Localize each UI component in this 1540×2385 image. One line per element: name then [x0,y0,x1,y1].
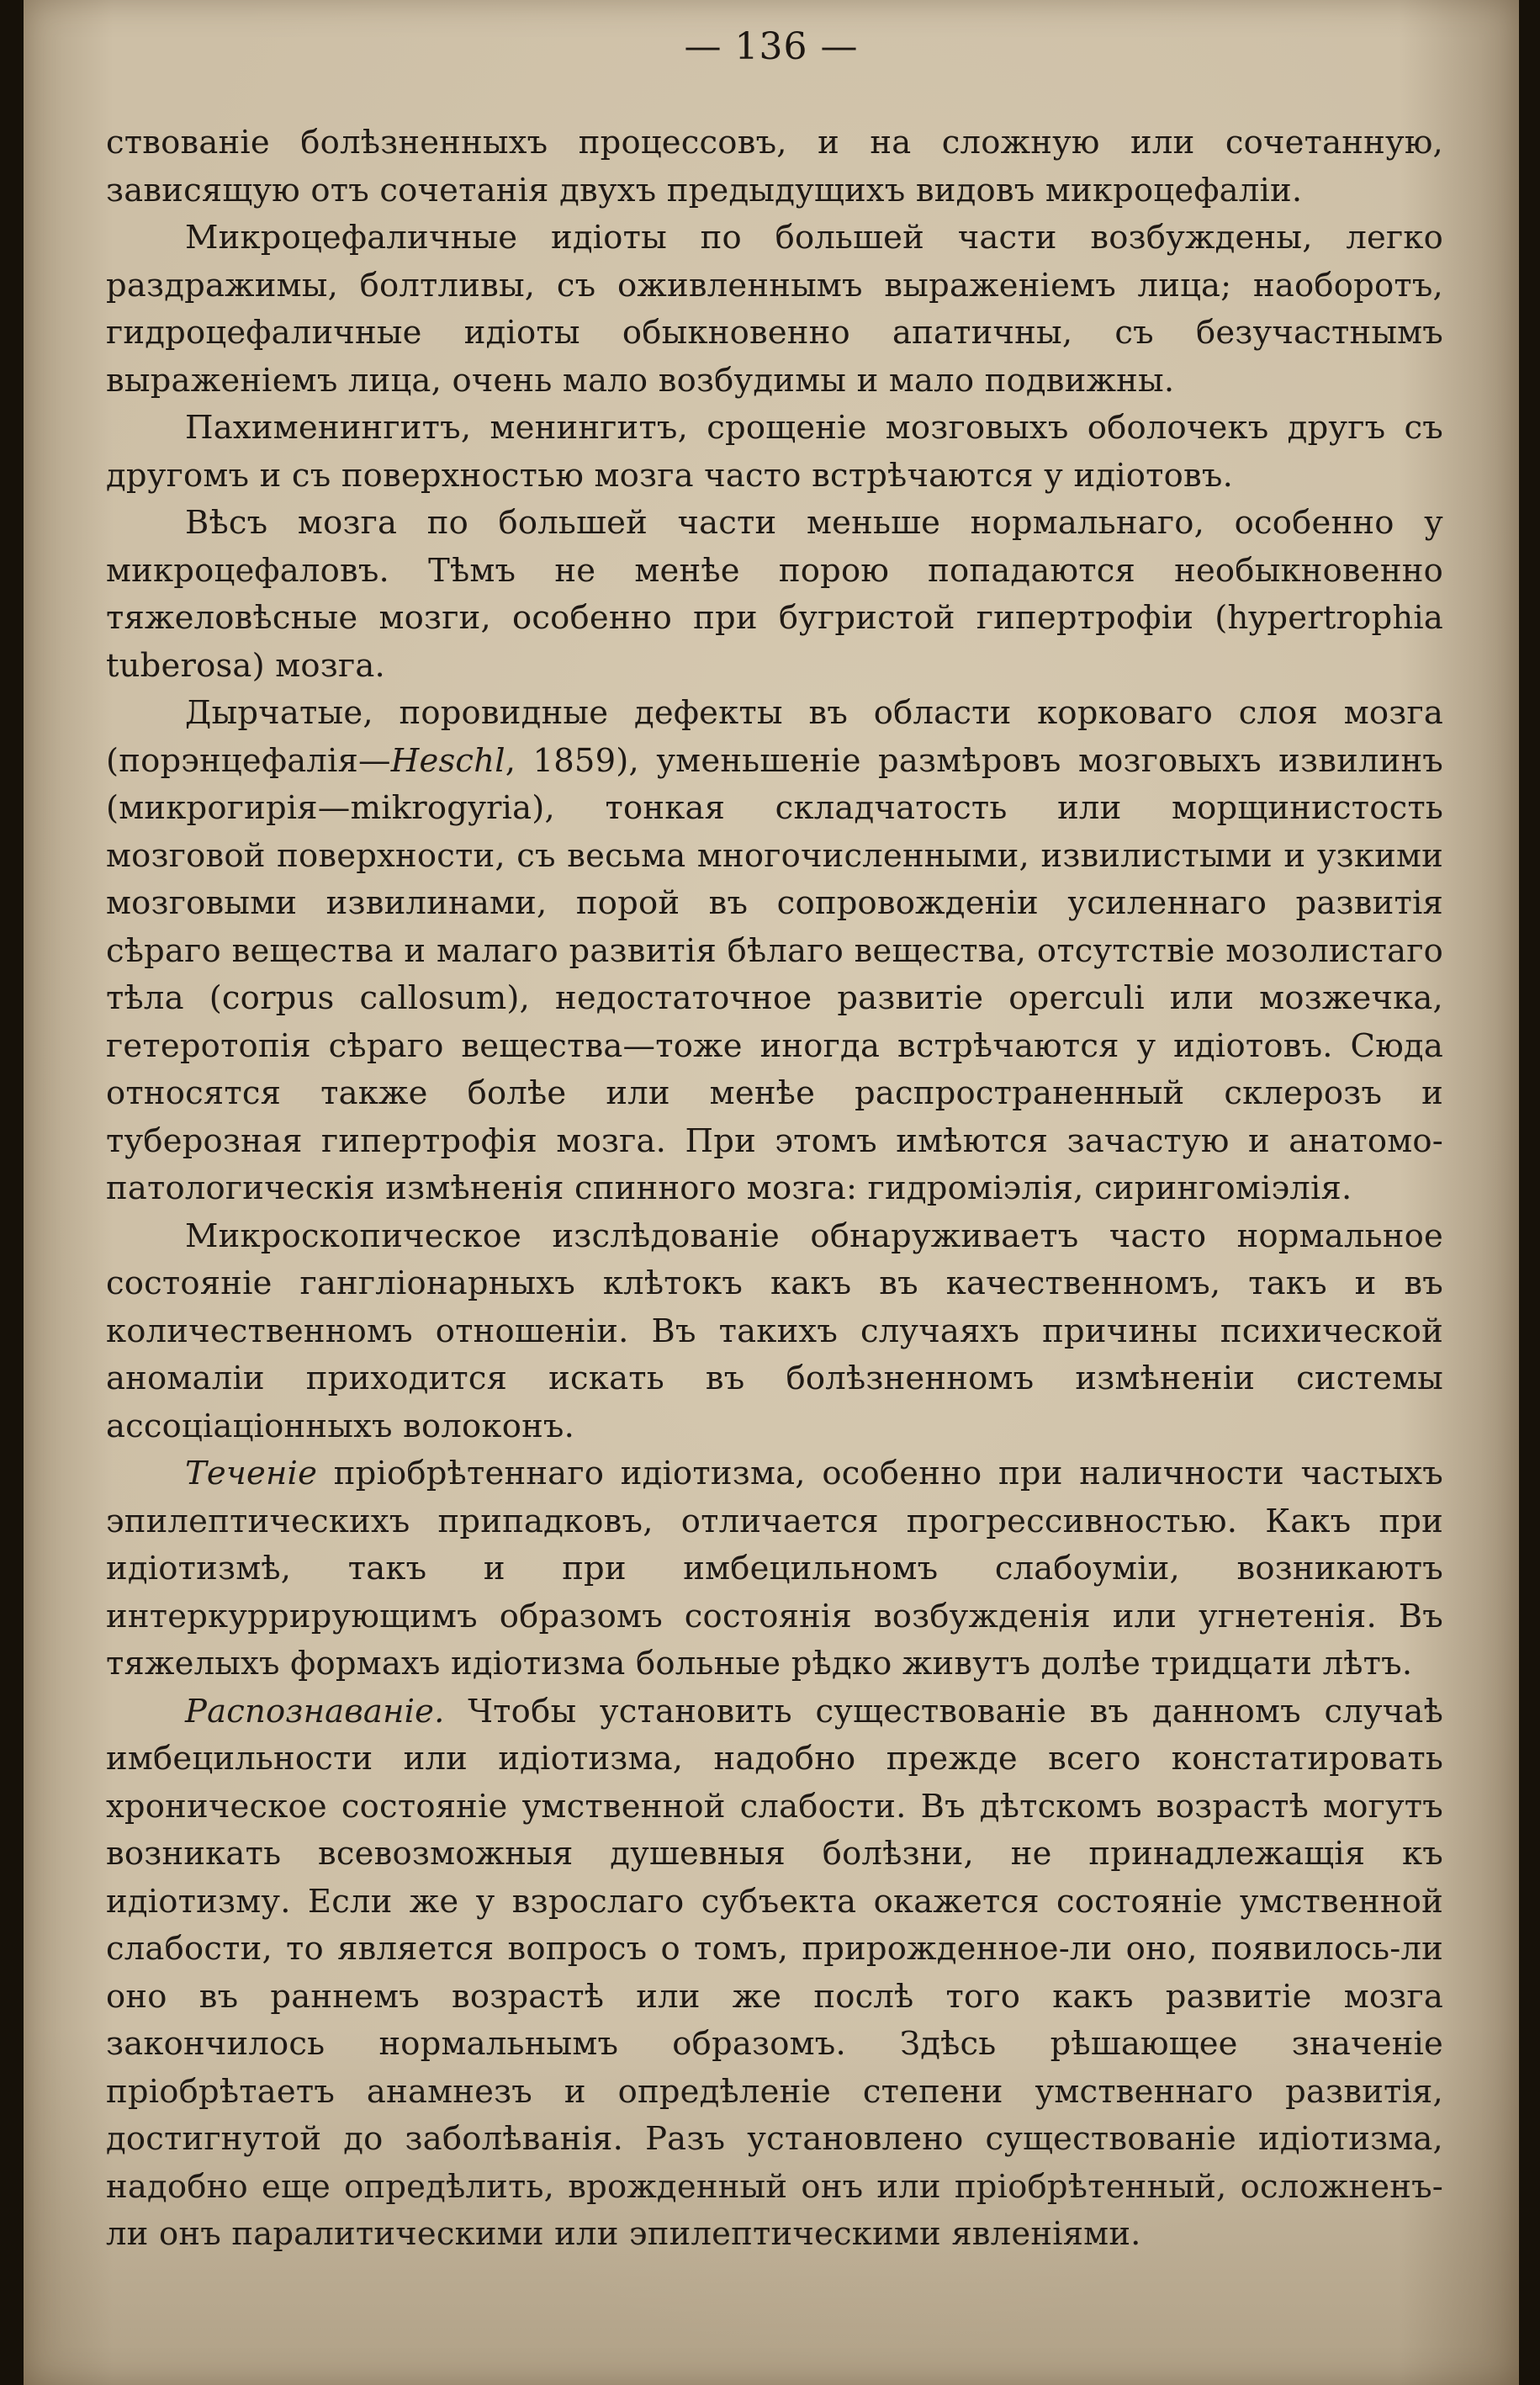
book-page [24,0,1519,2385]
section-heading-diagnosis: Распознаваніе. [185,1692,445,1730]
paragraph-1: ствованіе болѣзненныхъ процессовъ, и на сложную или сочетанную, зависящую отъ сочетанія двухъ предыдущихъ видовъ микроцефаліи. [106,124,1443,209]
author-name-heschl: Heschl [390,741,505,780]
paragraph-5-rest: , 1859), уменьшеніе размѣровъ мозговыхъ извилинъ (микрогирія—mikrogyria), тонкая складчатость или морщинистость мозговой поверхности, съ весьма многочисленными, извилистыми и узкими мозговыми извилинами, порой въ сопровожденіи усиленнаго развитія сѣраго вещества и малаго развитія бѣлаго вещества, отсутствіе мозолистаго тѣла (corpus callosum), недостаточное развитіе operculi или мозжечка, гетеротопія сѣраго вещества—тоже иногда встрѣчаются у идіотовъ. Сюда относятся также болѣе или менѣе распространенный склерозъ и туберозная гипертрофія мозга. При этомъ имѣются зачастую и анатомо-патологическія измѣненія спинного мозга: гидроміэлія, сирингоміэлія. [106,741,1443,1207]
paragraph-2: Микроцефаличные идіоты по большей части возбуждены, легко раздражимы, болтливы, съ оживленнымъ выраженіемъ лица; наоборотъ, гидроцефаличные идіоты обыкновенно апатичны, съ безучастнымъ выраженіемъ лица, очень мало возбудимы и мало подвижны. [106,219,1443,400]
paragraph-7 [106,1450,1443,1688]
paragraph-7-rest: пріобрѣтеннаго идіотизма, особенно при наличности частыхъ эпилептическихъ припадковъ, отличается прогрессивностью. Какъ при идіотизмѣ, такъ и при имбецильномъ слабоуміи, возникаютъ интеркуррирующимъ образомъ состоянія возбужденія или угнетенія. Въ тяжелыхъ формахъ идіотизма больные рѣдко живутъ долѣе тридцати лѣтъ. [106,1455,1443,1683]
paragraph-5-start: Дырчатые, поровидные дефекты въ области корковаго слоя мозга (порэнцефалія— [106,694,1443,780]
paragraph-8-rest: Чтобы установить существованіе въ данномъ случаѣ имбецильности или идіотизма, надобно прежде всего констатировать хроническое состояніе умственной слабости. Въ дѣтскомъ возрастѣ могутъ возникать всевозможныя душевныя болѣзни, не принадлежащія къ идіотизму. Если же у взрослаго субъекта окажется состояніе умственной слабости, то является вопросъ о томъ, прирожденное-ли оно, появилось-ли оно въ раннемъ возрастѣ или же послѣ того какъ развитіе мозга закончилось нормальнымъ образомъ. Здѣсь рѣшающее значеніе пріобрѣтаетъ анамнезъ и опредѣленіе степени умственнаго развитія, достигнутой до заболѣванія. Разъ установлено существованіе идіотизма, надобно еще опредѣлить, врожденный онъ или пріобрѣтенный, осложненъ-ли онъ паралитическими или эпилептическими явленіями. [106,1692,1443,2253]
section-heading-course: Теченіе [185,1455,318,1492]
paragraph-6: Микроскопическое изслѣдованіе обнаруживаетъ часто нормальное состояніе гангліонарныхъ клѣтокъ какъ въ качественномъ, такъ и въ количественномъ отношеніи. Въ такихъ случаяхъ причины психической аномаліи приходится искать въ болѣзненномъ измѣненіи системы ассоціаціонныхъ волоконъ. [106,1216,1443,1445]
page-number: — 136 — [684,25,859,68]
paragraph-8 [106,1688,1443,2259]
paragraph-5 [106,690,1443,1213]
body-text [106,119,1443,2259]
paragraph-3: Пахименингитъ, менингитъ, срощеніе мозговыхъ оболочекъ другъ съ другомъ и съ поверхностью мозга часто встрѣчаются у идіотовъ. [106,409,1443,495]
paragraph-4: Вѣсъ мозга по большей части меньше нормальнаго, особенно у микроцефаловъ. Тѣмъ не менѣе порою попадаются необыкновенно тяжеловѣсные мозги, особенно при бугристой гипертрофіи (hypertrophia tuberosa) мозга. [106,504,1443,685]
